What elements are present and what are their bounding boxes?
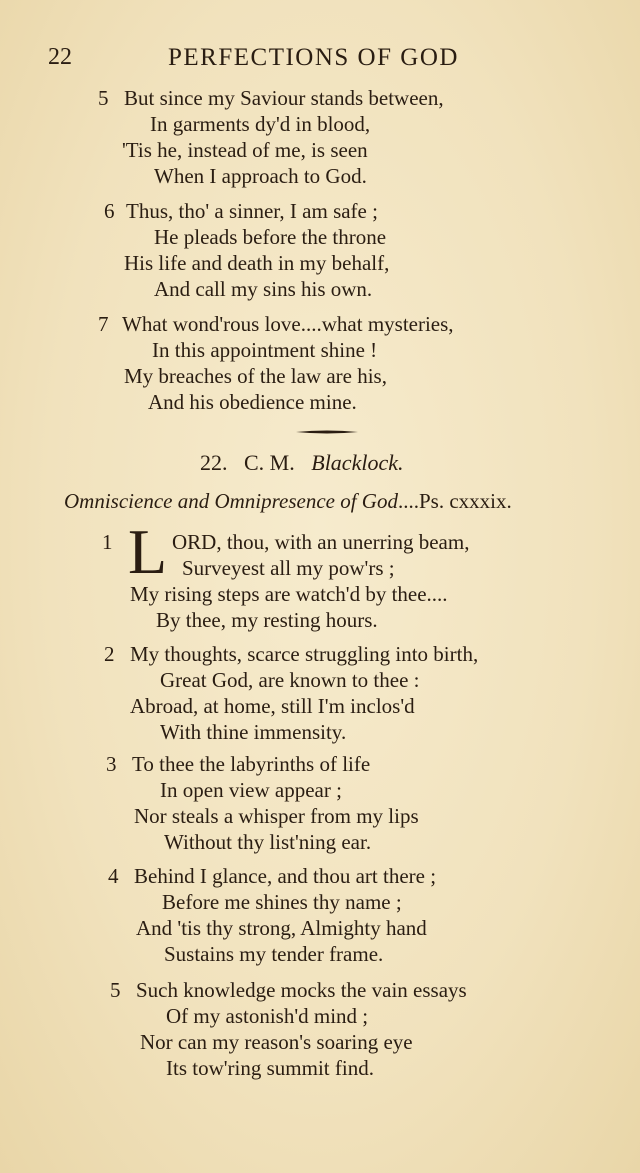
verse-line: Surveyest all my pow'rs ; bbox=[182, 556, 395, 580]
verse-line: And 'tis thy strong, Almighty hand bbox=[136, 916, 427, 940]
stanza-number: 4 bbox=[108, 864, 119, 888]
hymn-composer: Blacklock. bbox=[311, 450, 404, 475]
verse-line: Sustains my tender frame. bbox=[164, 942, 384, 966]
verse-line: And call my sins his own. bbox=[154, 277, 373, 301]
verse-line: Without thy list'ning ear. bbox=[164, 830, 372, 854]
verse-line: His life and death in my behalf, bbox=[124, 251, 390, 275]
page-header bbox=[48, 44, 608, 78]
stanza-number: 5 bbox=[110, 978, 121, 1002]
running-title: PERFECTIONS OF GOD bbox=[168, 44, 459, 71]
stanza-number: 1 bbox=[102, 530, 113, 554]
verse-line: My thoughts, scarce struggling into birth, bbox=[130, 642, 479, 666]
verse-line: Nor can my reason's soaring eye bbox=[140, 1030, 413, 1054]
verse-line: Abroad, at home, still I'm inclos'd bbox=[130, 694, 415, 718]
hymn-number: 22. bbox=[200, 450, 228, 475]
subtitle-topic: Omniscience and Omnipresence of God bbox=[64, 489, 398, 513]
verse-line: In open view appear ; bbox=[160, 778, 342, 802]
stanza-number: 7 bbox=[98, 312, 109, 336]
verse-line: ORD, thou, with an unerring beam, bbox=[172, 530, 470, 554]
verse-line: In this appointment shine ! bbox=[152, 338, 378, 362]
verse-line: With thine immensity. bbox=[160, 720, 347, 744]
hymn-heading bbox=[200, 450, 403, 476]
verse-line: Great God, are known to thee : bbox=[160, 668, 420, 692]
verse-line: When I approach to God. bbox=[154, 164, 367, 188]
page-number: 22 bbox=[48, 44, 72, 70]
verse-line: He pleads before the throne bbox=[154, 225, 387, 249]
drop-cap: L bbox=[128, 516, 168, 587]
hymn-subtitle bbox=[64, 489, 512, 514]
verse-line: In garments dy'd in blood, bbox=[150, 112, 371, 136]
verse-line: Before me shines thy name ; bbox=[162, 890, 402, 914]
verse-line: Thus, tho' a sinner, I am safe ; bbox=[126, 199, 378, 223]
verse-line: Of my astonish'd mind ; bbox=[166, 1004, 369, 1028]
verse-line: 'Tis he, instead of me, is seen bbox=[122, 138, 368, 162]
verse-line: To thee the labyrinths of life bbox=[132, 752, 371, 776]
verse-line: Nor steals a whisper from my lips bbox=[134, 804, 419, 828]
verse-line: Such knowledge mocks the vain essays bbox=[136, 978, 467, 1002]
verse-line: By thee, my resting hours. bbox=[156, 608, 378, 632]
hymn-meter: C. M. bbox=[244, 450, 295, 475]
verse-line: Behind I glance, and thou art there ; bbox=[134, 864, 437, 888]
verse-line: Its tow'ring summit find. bbox=[166, 1056, 374, 1080]
verse-line: But since my Saviour stands between, bbox=[124, 86, 444, 110]
stanza-number: 3 bbox=[106, 752, 117, 776]
subtitle-reference: ....Ps. cxxxix. bbox=[397, 489, 512, 513]
verse-line: My breaches of the law are his, bbox=[124, 364, 387, 388]
verse-line: What wond'rous love....what mysteries, bbox=[122, 312, 454, 336]
stanza-number: 6 bbox=[104, 199, 115, 223]
ornamental-rule bbox=[296, 430, 358, 434]
verse-line: My rising steps are watch'd by thee.... bbox=[130, 582, 448, 606]
stanza-number: 2 bbox=[104, 642, 115, 666]
stanza-number: 5 bbox=[98, 86, 109, 110]
verse-line: And his obedience mine. bbox=[148, 390, 357, 414]
